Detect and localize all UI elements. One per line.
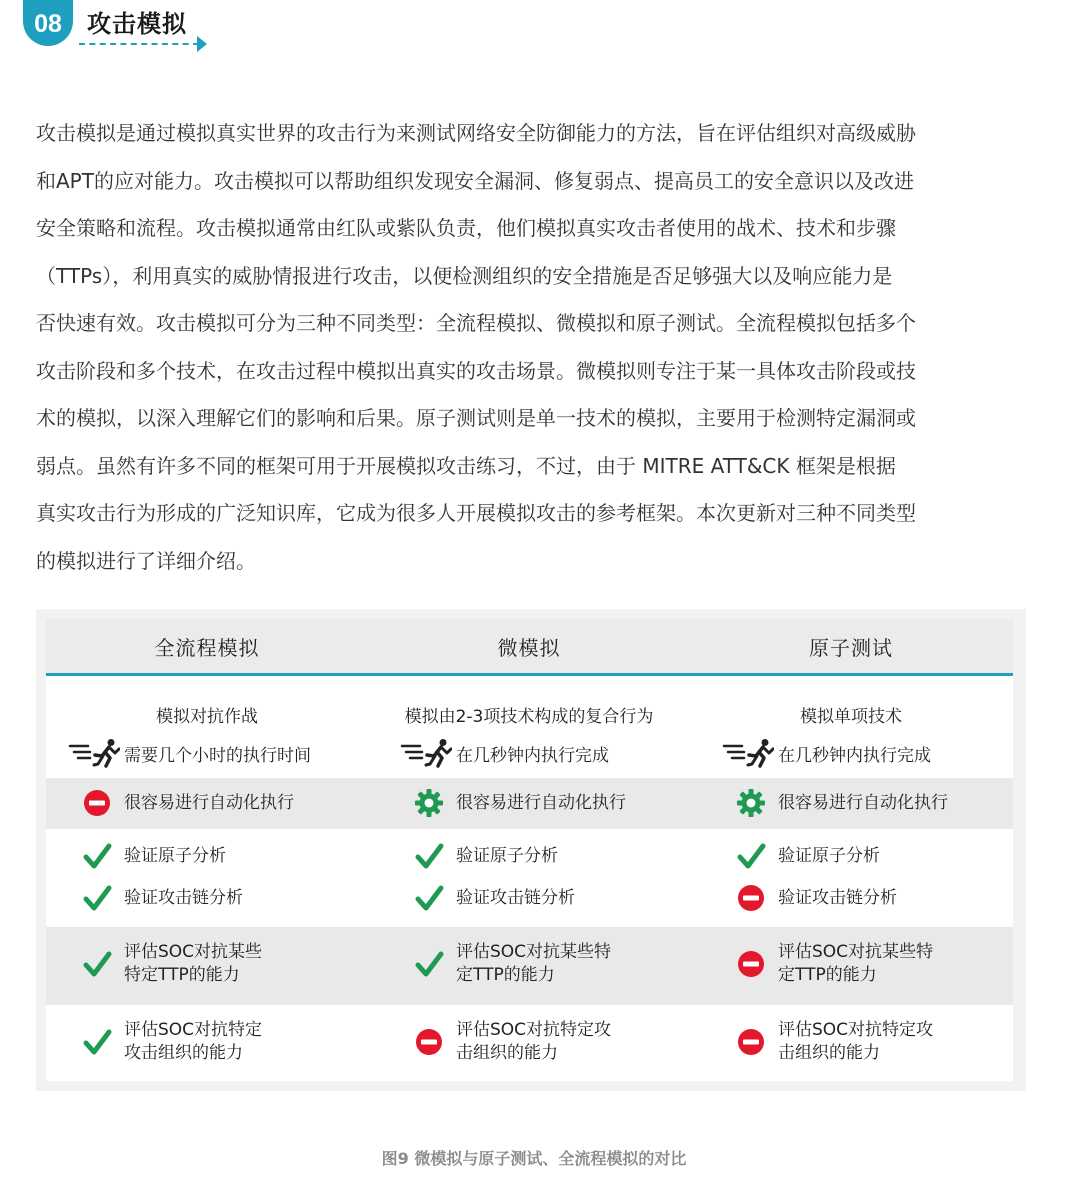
- atomic-atomic: [736, 841, 880, 871]
- no-entry-icon: [736, 949, 766, 979]
- ttp-text: 评估SOC对抗某些特 定TTP的能力: [456, 942, 612, 985]
- check-icon: [82, 841, 112, 871]
- atomic-text: 验证原子分析: [456, 845, 558, 866]
- automation-text: 很容易进行自动化执行: [456, 792, 626, 813]
- group-micro: [414, 1019, 611, 1065]
- chain-text: 验证攻击链分析: [456, 887, 575, 908]
- check-icon: [414, 883, 444, 913]
- check-icon: [82, 883, 112, 913]
- figure-caption: 图9 微模拟与原子测试、全流程模拟的对比: [381, 1149, 687, 1168]
- table-row-description: [46, 676, 1013, 778]
- section-number-badge: 08: [23, 0, 73, 46]
- ttp-text: 评估SOC对抗某些 特定TTP的能力: [124, 942, 263, 985]
- atomic-text: 验证原子分析: [778, 845, 880, 866]
- check-icon: [82, 1027, 112, 1057]
- no-entry-icon: [82, 788, 112, 818]
- body-paragraph: 攻击模拟是通过模拟真实世界的攻击行为来测试网络安全防御能力的方法，旨在评估组织对高级威胁 和APT的应对能力。攻击模拟可以帮助组织发现安全漏洞、修复弱点、提高员工的安全意识以及改进 安全策略和流程。攻击模拟通常由红队或紫队负责，他们模拟真实攻击者使用的战术、技术和步骤 （TTPs），利用真实的威胁情报进行攻击，以便检测组织的安全措施是否足够强大以及响应能力是 否快速有效。攻击模拟可分为三种不同类型：全流程模拟、微模拟和原子测试。全流程模拟包括多个 攻击阶段和多个技术，在攻击过程中模拟出真实的攻击场景。微模拟则专注于某一具体攻击阶段或技 术的模拟，以深入理解它们的影响和后果。原子测试则是单一技术的模拟，主要用于检测特定漏洞或 弱点。虽然有许多不同的框架可用于开展模拟攻击练习，不过，由于 MITRE ATT&CK 框架是根据 真实攻击行为形成的广泛知识库，它成为很多人开展模拟攻击的参考框架。本次更新对三种不同类型 的模拟进行了详细介绍。: [36, 121, 916, 573]
- group-text: 评估SOC对抗特定攻 击组织的能力: [778, 1020, 934, 1063]
- cell-full-chain-desc: [46, 676, 368, 778]
- ttp-micro: [414, 941, 611, 987]
- table-row-ttp: [46, 927, 1013, 1005]
- gear-icon: [736, 788, 766, 818]
- gear-icon: [414, 788, 444, 818]
- cell-atomic-desc: [690, 676, 1012, 778]
- time-text: 需要几个小时的执行时间: [124, 745, 311, 766]
- table-header-row: [46, 619, 1013, 676]
- time-full-chain: [68, 738, 311, 768]
- time-text: 在几秒钟内执行完成: [456, 745, 609, 766]
- no-entry-icon: [736, 1027, 766, 1057]
- time-atomic: [722, 738, 931, 768]
- chain-atomic: [736, 883, 897, 913]
- cell-micro-desc: [368, 676, 690, 778]
- group-text: 评估SOC对抗特定 攻击组织的能力: [124, 1020, 263, 1063]
- check-icon: [736, 841, 766, 871]
- ttp-text: 评估SOC对抗某些特 定TTP的能力: [778, 942, 934, 985]
- title-arrow-icon: [197, 36, 207, 52]
- automation-text: 很容易进行自动化执行: [778, 792, 948, 813]
- comparison-figure: [36, 609, 1026, 1091]
- column-header-full-chain: 全流程模拟: [154, 635, 260, 660]
- runner-icon: [722, 738, 774, 768]
- time-text: 在几秒钟内执行完成: [778, 745, 931, 766]
- title-dashed-underline: [79, 43, 199, 45]
- no-entry-icon: [414, 1027, 444, 1057]
- desc-full-chain: 模拟对抗作战: [156, 707, 258, 727]
- desc-atomic: 模拟单项技术: [800, 707, 902, 727]
- chain-text: 验证攻击链分析: [124, 887, 243, 908]
- time-micro: [400, 738, 609, 768]
- chain-text: 验证攻击链分析: [778, 887, 897, 908]
- check-icon: [414, 949, 444, 979]
- runner-icon: [400, 738, 452, 768]
- desc-micro: 模拟由2-3项技术构成的复合行为: [404, 707, 654, 727]
- automation-micro: [414, 788, 626, 818]
- check-icon: [82, 949, 112, 979]
- table-row-atomic-analysis: [46, 829, 1013, 878]
- automation-text: 很容易进行自动化执行: [124, 792, 294, 813]
- check-icon: [414, 841, 444, 871]
- automation-atomic: [736, 788, 948, 818]
- atomic-full-chain: [82, 841, 226, 871]
- section-title: 攻击模拟: [87, 10, 187, 38]
- column-header-micro: 微模拟: [497, 635, 561, 660]
- chain-micro: [414, 883, 575, 913]
- comparison-table: [46, 619, 1013, 1081]
- ttp-atomic: [736, 941, 933, 987]
- atomic-text: 验证原子分析: [124, 845, 226, 866]
- table-row-automation: [46, 778, 1013, 829]
- runner-icon: [68, 738, 120, 768]
- group-atomic: [736, 1019, 933, 1065]
- column-header-atomic: 原子测试: [809, 635, 893, 660]
- table-row-attack-chain: [46, 878, 1013, 927]
- group-text: 评估SOC对抗特定攻 击组织的能力: [456, 1020, 612, 1063]
- no-entry-icon: [736, 883, 766, 913]
- group-full-chain: [82, 1019, 262, 1065]
- atomic-micro: [414, 841, 558, 871]
- automation-full-chain: [82, 788, 294, 818]
- chain-full-chain: [82, 883, 243, 913]
- ttp-full-chain: [82, 941, 262, 987]
- table-row-attack-group: [46, 1005, 1013, 1081]
